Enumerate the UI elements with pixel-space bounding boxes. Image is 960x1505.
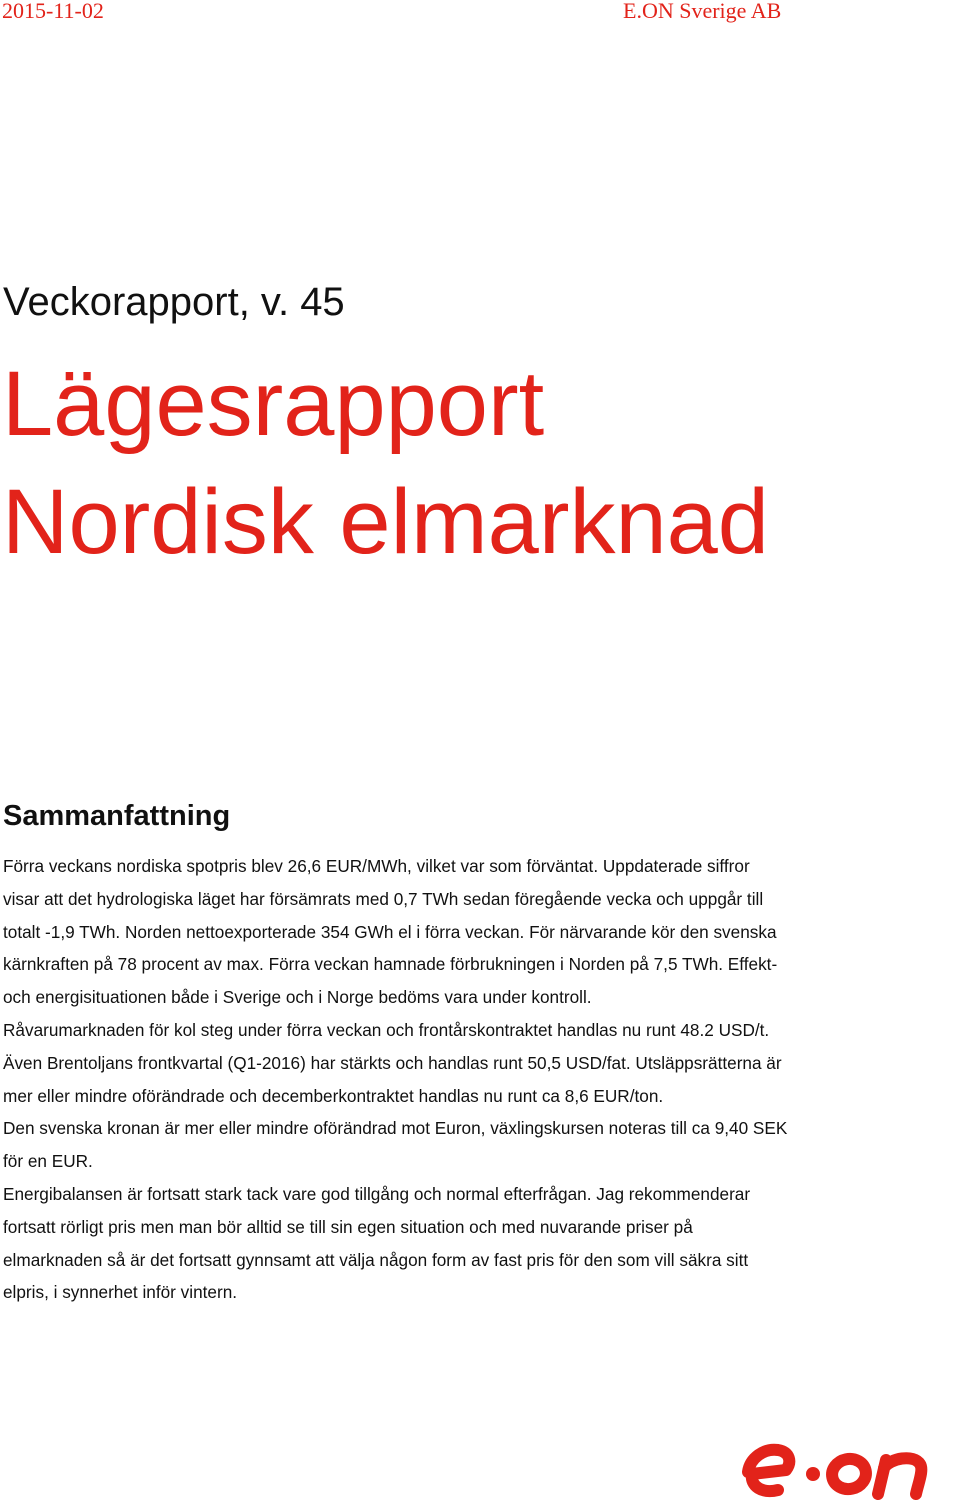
summary-line: Den svenska kronan är mer eller mindre oförändrad mot Euron, växlingskursen noteras till ca 9,40 SEK bbox=[3, 1118, 788, 1139]
report-title-line-1: Lägesrapport bbox=[2, 353, 545, 455]
report-title-line-2: Nordisk elmarknad bbox=[2, 471, 769, 573]
summary-line: totalt -1,9 TWh. Norden nettoexporterade 354 GWh el i förra veckan. För närvarande kör den svenska bbox=[3, 921, 777, 942]
summary-line: Råvarumarknaden för kol steg under förra veckan och frontårskontraktet handlas nu runt 48.2 USD/t. bbox=[3, 1019, 770, 1040]
summary-body bbox=[3, 850, 883, 1309]
summary-line: elmarknaden så är det fortsatt gynnsamt att välja någon form av fast pris för den som vill säkra sitt bbox=[3, 1249, 749, 1270]
summary-line: Förra veckans nordiska spotpris blev 26,6 EUR/MWh, vilket var som förväntat. Uppdaterade siffror bbox=[3, 856, 750, 876]
eon-logo-icon bbox=[738, 1428, 956, 1500]
summary-line: kärnkraften på 78 procent av max. Förra veckan hamnade förbrukningen i Norden på 7,5 TWh. Effekt- bbox=[3, 954, 778, 975]
summary-line: visar att det hydrologiska läget har försämrats med 0,7 TWh sedan föregående vecka och uppgår till bbox=[3, 888, 764, 909]
summary-heading: Sammanfattning bbox=[3, 800, 231, 832]
header-company: E.ON Sverige AB bbox=[623, 0, 782, 23]
summary-line: och energisituationen både i Sverige och i Norge bedöms vara under kontroll. bbox=[3, 987, 592, 1008]
summary-line: Energibalansen är fortsatt stark tack vare god tillgång och normal efterfrågan. Jag rekommenderar bbox=[3, 1183, 751, 1204]
summary-line: för en EUR. bbox=[3, 1151, 93, 1172]
report-subtitle: Veckorapport, v. 45 bbox=[3, 280, 345, 324]
report-title bbox=[2, 345, 769, 581]
summary-line: mer eller mindre oförändrade och decemberkontraktet handlas nu runt ca 8,6 EUR/ton. bbox=[3, 1085, 664, 1106]
summary-line: Även Brentoljans frontkvartal (Q1-2016) har stärkts och handlas runt 50,5 USD/fat. Utsläppsrätterna är bbox=[3, 1052, 782, 1073]
summary-line: elpris, i synnerhet inför vintern. bbox=[3, 1282, 238, 1303]
summary-line: fortsatt rörligt pris men man bör alltid se till sin egen situation och med nuvarande priser på bbox=[3, 1216, 693, 1237]
header-date: 2015-11-02 bbox=[2, 0, 104, 23]
